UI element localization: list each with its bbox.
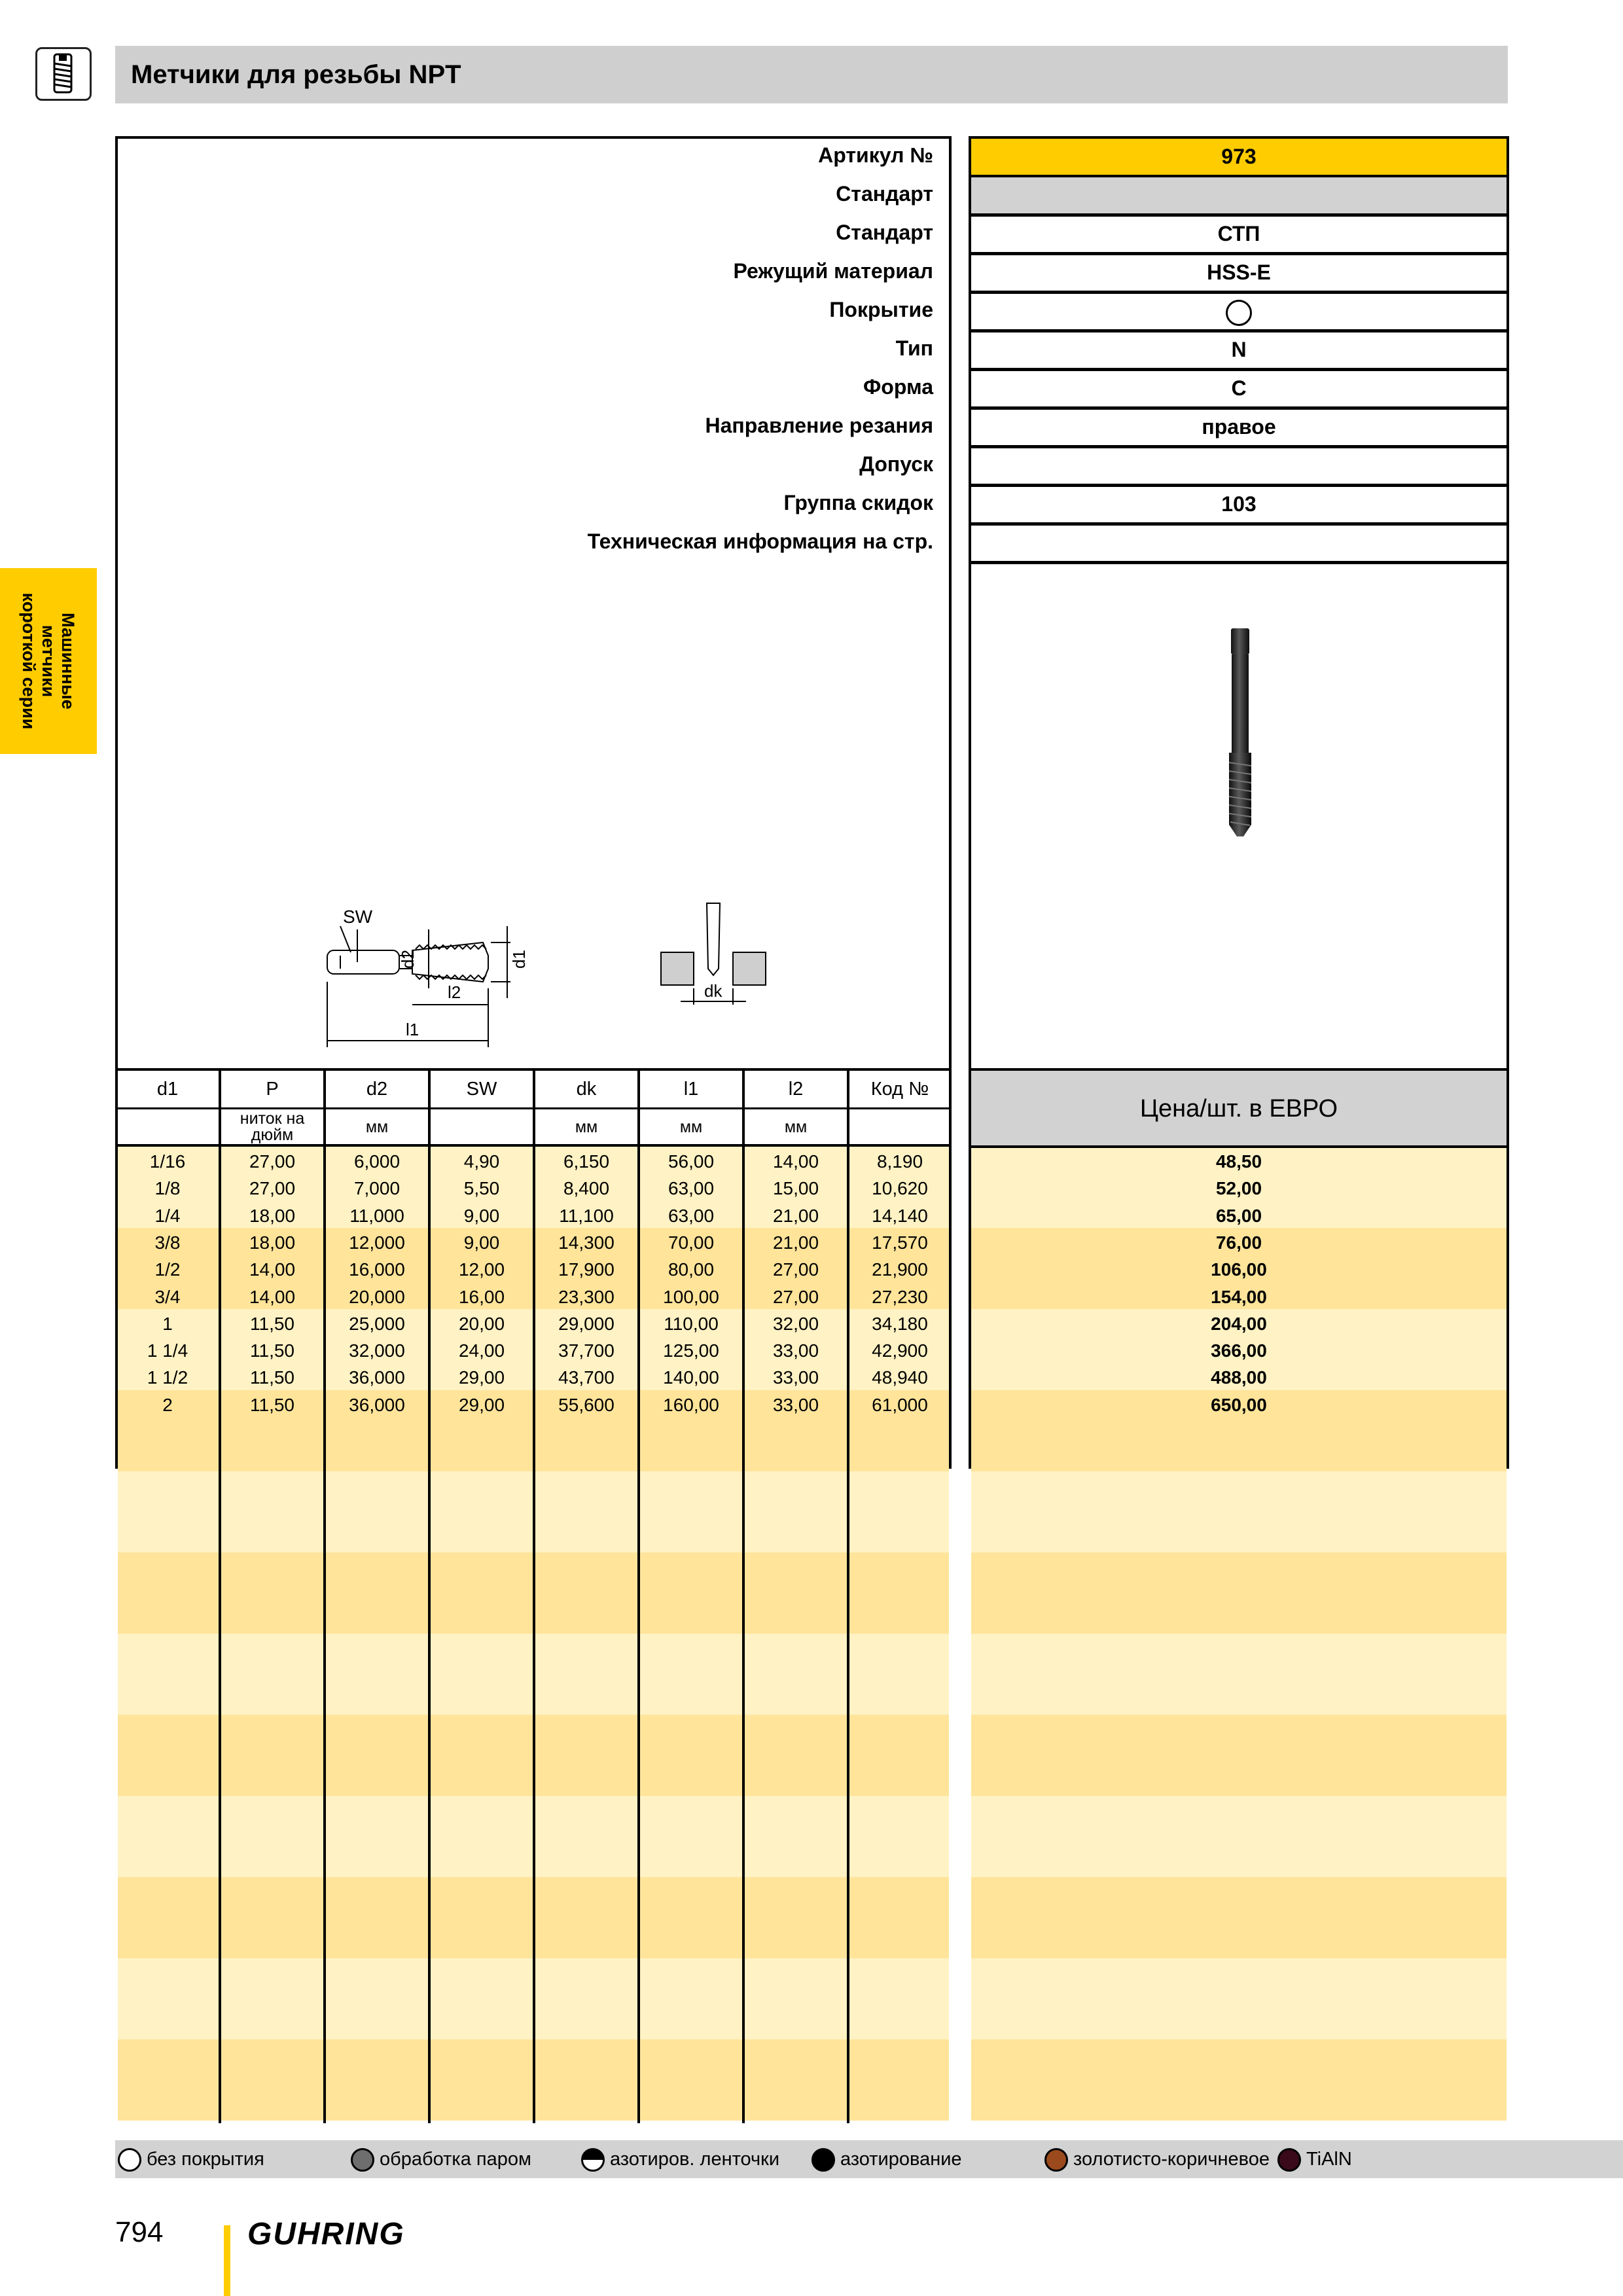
table-cell: 17,900 — [558, 1259, 615, 1280]
drawing-label-d1: d1 — [509, 950, 529, 969]
column-unit — [429, 1110, 534, 1144]
table-cell: 8,400 — [563, 1178, 610, 1199]
table-cell: 36,000 — [349, 1367, 405, 1388]
table-band — [971, 1634, 1507, 1715]
table-cell: 29,00 — [458, 1367, 505, 1388]
table-cell: 5,50 — [463, 1178, 500, 1199]
table-cell: 1/2 — [154, 1259, 181, 1280]
legend-item-uncoated: без покрытия — [118, 2140, 264, 2178]
table-cell: 125,00 — [663, 1340, 719, 1361]
land-nitrided-icon — [581, 2148, 605, 2172]
table-cell: 11,50 — [250, 1313, 294, 1334]
table-cell: 14,00 — [249, 1286, 296, 1307]
table-cell: 37,700 — [558, 1340, 615, 1361]
table-cell: 42,900 — [872, 1340, 928, 1361]
table-cell: 21,00 — [772, 1205, 819, 1226]
price-cell: 76,00 — [1215, 1232, 1262, 1253]
table-cell: 63,00 — [668, 1178, 715, 1199]
nitrided-icon — [812, 2148, 835, 2172]
table-cell: 55,600 — [558, 1394, 615, 1415]
table-cell: 14,00 — [772, 1151, 819, 1172]
legend-item-tialn: TiAlN — [1277, 2140, 1352, 2178]
table-cell: 32,00 — [772, 1313, 819, 1334]
technical-drawing — [314, 890, 772, 1067]
brand-logo: GUHRING — [247, 2217, 405, 2251]
property-label-tolerance: Допуск — [859, 452, 933, 476]
table-cell: 33,00 — [772, 1394, 819, 1415]
table-cell: 1 1/4 — [147, 1340, 188, 1361]
table-cell: 23,300 — [558, 1286, 615, 1307]
table-cell: 140,00 — [663, 1367, 719, 1388]
table-cell: 11,50 — [250, 1367, 294, 1388]
tap-icon — [35, 47, 92, 101]
drawing-label-l2: l2 — [448, 982, 461, 1002]
table-cell: 11,50 — [250, 1340, 294, 1361]
table-cell: 1 1/2 — [147, 1367, 188, 1388]
table-cell: 9,00 — [463, 1205, 500, 1226]
table-cell: 27,00 — [249, 1178, 296, 1199]
drawing-label-sw: SW — [343, 906, 373, 927]
price-top-rule — [969, 1068, 1509, 1071]
legend-item-land-nitrided: азотиров. ленточки — [581, 2140, 779, 2178]
table-cell: 33,00 — [772, 1340, 819, 1361]
cutting-direction-value: правое — [971, 409, 1507, 448]
property-label-standard: Стандарт — [836, 182, 933, 206]
table-cell: 70,00 — [668, 1232, 715, 1253]
table-band — [971, 1958, 1507, 2039]
table-cell: 12,00 — [458, 1259, 505, 1280]
coating-value — [971, 293, 1507, 332]
table-cell: 110,00 — [664, 1313, 719, 1334]
uncoated-icon — [118, 2148, 141, 2172]
column-header: SW — [466, 1079, 497, 1100]
page-number: 794 — [115, 2216, 164, 2248]
drawing-label-dk: dk — [704, 981, 722, 1001]
property-label-article: Артикул № — [818, 143, 933, 167]
gold-brown-icon — [1044, 2148, 1068, 2172]
tech-info-value — [971, 525, 1507, 564]
table-cell: 29,00 — [458, 1394, 505, 1415]
article-number: 973 — [971, 139, 1507, 178]
table-band — [971, 2039, 1507, 2121]
table-cell: 63,00 — [668, 1205, 715, 1226]
column-unit — [848, 1110, 952, 1144]
table-cell: 11,50 — [250, 1394, 294, 1415]
table-cell: 24,00 — [458, 1340, 505, 1361]
table-cell: 4,90 — [463, 1151, 500, 1172]
table-cell: 80,00 — [668, 1259, 715, 1280]
legend-item-nitrided: азотирование — [812, 2140, 962, 2178]
table-cell: 61,000 — [872, 1394, 928, 1415]
property-label-discount-group: Группа скидок — [783, 491, 933, 514]
legend-item-gold-brown: золотисто-коричневое — [1044, 2140, 1270, 2178]
table-band — [971, 1552, 1507, 1634]
table-cell: 8,190 — [876, 1151, 923, 1172]
discount-group-value: 103 — [971, 486, 1507, 526]
drawing-label-l1: l1 — [406, 1020, 419, 1039]
column-header: d2 — [366, 1079, 388, 1100]
form-value: C — [971, 370, 1507, 410]
table-cell: 20,00 — [458, 1313, 505, 1334]
table-cell: 25,000 — [349, 1313, 405, 1334]
table-cell: 1/8 — [154, 1178, 181, 1199]
table-cell: 14,300 — [558, 1232, 615, 1253]
property-label-tech-info: Техническая информация на стр. — [587, 529, 933, 553]
table-band — [971, 1877, 1507, 1958]
column-unit — [115, 1110, 220, 1144]
table-cell: 10,620 — [872, 1178, 928, 1199]
table-cell: 7,000 — [353, 1178, 401, 1199]
standard-value — [971, 177, 1507, 217]
cutting-material-value: HSS-E — [971, 255, 1507, 294]
table-cell: 2 — [162, 1394, 173, 1415]
table-cell: 18,00 — [249, 1232, 296, 1253]
price-cell: 154,00 — [1211, 1286, 1267, 1307]
property-label-cutting-material: Режущий материал — [733, 259, 933, 283]
uncoated-circle-icon — [1226, 300, 1252, 326]
table-cell: 27,00 — [772, 1259, 819, 1280]
table-cell: 33,00 — [772, 1367, 819, 1388]
table-cell: 100,00 — [663, 1286, 719, 1307]
table-band — [971, 1796, 1507, 1877]
column-unit: мм — [365, 1117, 389, 1136]
column-unit: ниток на дюйм — [240, 1109, 305, 1144]
table-cell: 1 — [162, 1313, 173, 1334]
property-label-coating: Покрытие — [829, 298, 933, 321]
price-header: Цена/шт. в ЕВРО — [1139, 1095, 1338, 1122]
property-label-form: Форма — [863, 375, 933, 399]
table-cell: 16,00 — [458, 1286, 505, 1307]
price-cell: 52,00 — [1215, 1178, 1262, 1199]
table-cell: 12,000 — [349, 1232, 405, 1253]
column-header: d1 — [156, 1079, 179, 1100]
table-cell: 20,000 — [349, 1286, 405, 1307]
table-cell: 27,00 — [249, 1151, 296, 1172]
tolerance-value — [971, 448, 1507, 487]
column-unit: мм — [575, 1117, 598, 1136]
table-cell: 21,900 — [872, 1259, 928, 1280]
table-cell: 27,00 — [772, 1286, 819, 1307]
price-cell: 650,00 — [1211, 1394, 1267, 1415]
table-cell: 14,00 — [249, 1259, 296, 1280]
property-label-standard-2: Стандарт — [836, 221, 933, 244]
table-cell: 6,150 — [563, 1151, 610, 1172]
table-cell: 3/8 — [154, 1232, 181, 1253]
standard-value-2: СТП — [971, 216, 1507, 255]
table-cell: 11,100 — [559, 1205, 614, 1226]
table-cell: 17,570 — [872, 1232, 928, 1253]
table-cell: 15,00 — [772, 1178, 819, 1199]
table-band — [971, 1715, 1507, 1796]
table-cell: 32,000 — [349, 1340, 405, 1361]
column-header: Код № — [870, 1079, 929, 1100]
price-cell: 65,00 — [1215, 1205, 1262, 1226]
table-cell: 1/4 — [154, 1205, 181, 1226]
table-cell: 21,00 — [772, 1232, 819, 1253]
table-cell: 27,230 — [872, 1286, 928, 1307]
section-tab-label: Машинные метчики короткой серии — [18, 592, 79, 730]
tap-photo — [1204, 622, 1276, 844]
column-unit: мм — [784, 1117, 808, 1136]
column-header: l2 — [788, 1079, 804, 1100]
column-header: dk — [576, 1079, 597, 1100]
tialn-icon — [1277, 2148, 1301, 2172]
price-cell: 48,50 — [1215, 1151, 1262, 1172]
drawing-label-d2: d2 — [398, 950, 418, 969]
table-cell: 29,000 — [558, 1313, 615, 1334]
table-cell: 16,000 — [349, 1259, 405, 1280]
price-cell: 106,00 — [1211, 1259, 1267, 1280]
column-header: l1 — [683, 1079, 699, 1100]
steam-treated-icon — [351, 2148, 374, 2172]
table-band — [971, 1471, 1507, 1552]
table-cell: 1/16 — [149, 1151, 186, 1172]
table-cell: 36,000 — [349, 1394, 405, 1415]
table-cell: 160,00 — [663, 1394, 719, 1415]
type-value: N — [971, 332, 1507, 371]
property-label-cutting-direction: Направление резания — [705, 414, 933, 437]
price-cell: 488,00 — [1211, 1367, 1267, 1388]
table-cell: 18,00 — [249, 1205, 296, 1226]
page-title: Метчики для резьбы NPT — [131, 60, 461, 89]
footer-accent-rule — [224, 2225, 230, 2296]
section-tab[interactable] — [0, 568, 97, 754]
table-cell: 56,00 — [668, 1151, 715, 1172]
price-cell: 204,00 — [1211, 1313, 1267, 1334]
legend-item-steam: обработка паром — [351, 2140, 531, 2178]
table-cell: 48,940 — [872, 1367, 928, 1388]
table-cell: 14,140 — [872, 1205, 928, 1226]
table-cell: 3/4 — [154, 1286, 181, 1307]
price-cell: 366,00 — [1211, 1340, 1267, 1361]
table-cell: 43,700 — [558, 1367, 615, 1388]
table-cell: 6,000 — [353, 1151, 401, 1172]
property-label-type: Тип — [895, 336, 933, 360]
table-cell: 34,180 — [872, 1313, 928, 1334]
column-header: P — [266, 1079, 279, 1100]
table-cell: 9,00 — [463, 1232, 500, 1253]
table-cell: 11,000 — [349, 1205, 404, 1226]
column-unit: мм — [679, 1117, 703, 1136]
